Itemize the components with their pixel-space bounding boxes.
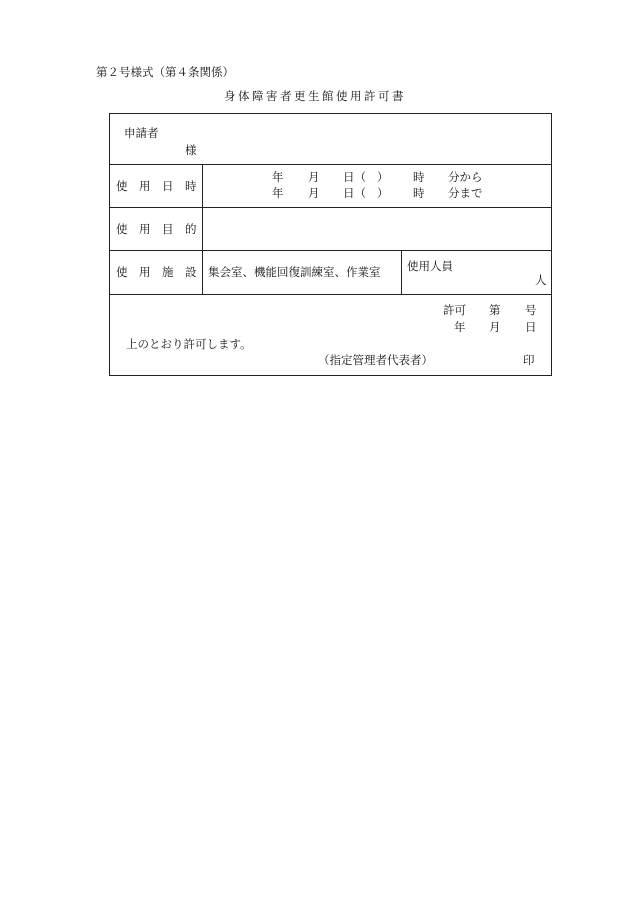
seal-mark: 印 bbox=[523, 353, 535, 367]
permit-date-day: 日 bbox=[525, 320, 537, 334]
label-char: 時 bbox=[185, 179, 197, 193]
label-column-divider bbox=[202, 164, 203, 294]
end-year: 年 bbox=[272, 186, 284, 200]
end-month: 月 bbox=[308, 186, 320, 200]
label-char: 目 bbox=[162, 222, 174, 236]
end-weekday-close: ） bbox=[377, 186, 389, 200]
permit-label: 許可 bbox=[443, 303, 466, 317]
form-number-label: 第２号様式（第４条関係） bbox=[96, 65, 234, 79]
start-day: 日（ bbox=[343, 170, 366, 184]
facility-list: 集会室、機能回復訓練室、作業室 bbox=[208, 265, 381, 279]
start-month: 月 bbox=[308, 170, 320, 184]
document-title: 身体障害者更生館使用許可書 bbox=[224, 89, 406, 103]
permit-number-prefix: 第 bbox=[489, 303, 501, 317]
signer-label: （指定管理者代表者） bbox=[318, 353, 433, 367]
label-char: 的 bbox=[185, 222, 197, 236]
start-weekday-close: ） bbox=[377, 170, 389, 184]
start-minute: 分から bbox=[448, 170, 483, 184]
start-year: 年 bbox=[272, 170, 284, 184]
row-divider bbox=[109, 250, 552, 251]
label-char: 使 bbox=[116, 265, 128, 279]
applicant-label: 申請者 bbox=[124, 126, 159, 140]
row-divider bbox=[109, 294, 552, 295]
label-char: 設 bbox=[185, 265, 197, 279]
permit-statement: 上のとおり許可します。 bbox=[126, 337, 252, 351]
permit-date-month: 月 bbox=[489, 320, 501, 334]
label-char: 用 bbox=[139, 222, 151, 236]
label-char: 使 bbox=[116, 222, 128, 236]
row-divider bbox=[109, 207, 552, 208]
count-column-divider bbox=[401, 250, 402, 294]
applicant-honorific: 様 bbox=[185, 143, 197, 157]
attendee-count-unit: 人 bbox=[535, 273, 547, 287]
label-char: 用 bbox=[139, 265, 151, 279]
attendee-count-label: 使用人員 bbox=[407, 259, 453, 273]
label-char: 施 bbox=[162, 265, 174, 279]
end-minute: 分まで bbox=[448, 186, 483, 200]
label-char: 日 bbox=[162, 179, 174, 193]
permit-date-year: 年 bbox=[454, 320, 466, 334]
label-char: 使 bbox=[116, 179, 128, 193]
permit-number-suffix: 号 bbox=[525, 303, 537, 317]
start-hour: 時 bbox=[413, 170, 425, 184]
end-hour: 時 bbox=[413, 186, 425, 200]
row-divider bbox=[109, 164, 552, 165]
label-char: 用 bbox=[139, 179, 151, 193]
end-day: 日（ bbox=[343, 186, 366, 200]
